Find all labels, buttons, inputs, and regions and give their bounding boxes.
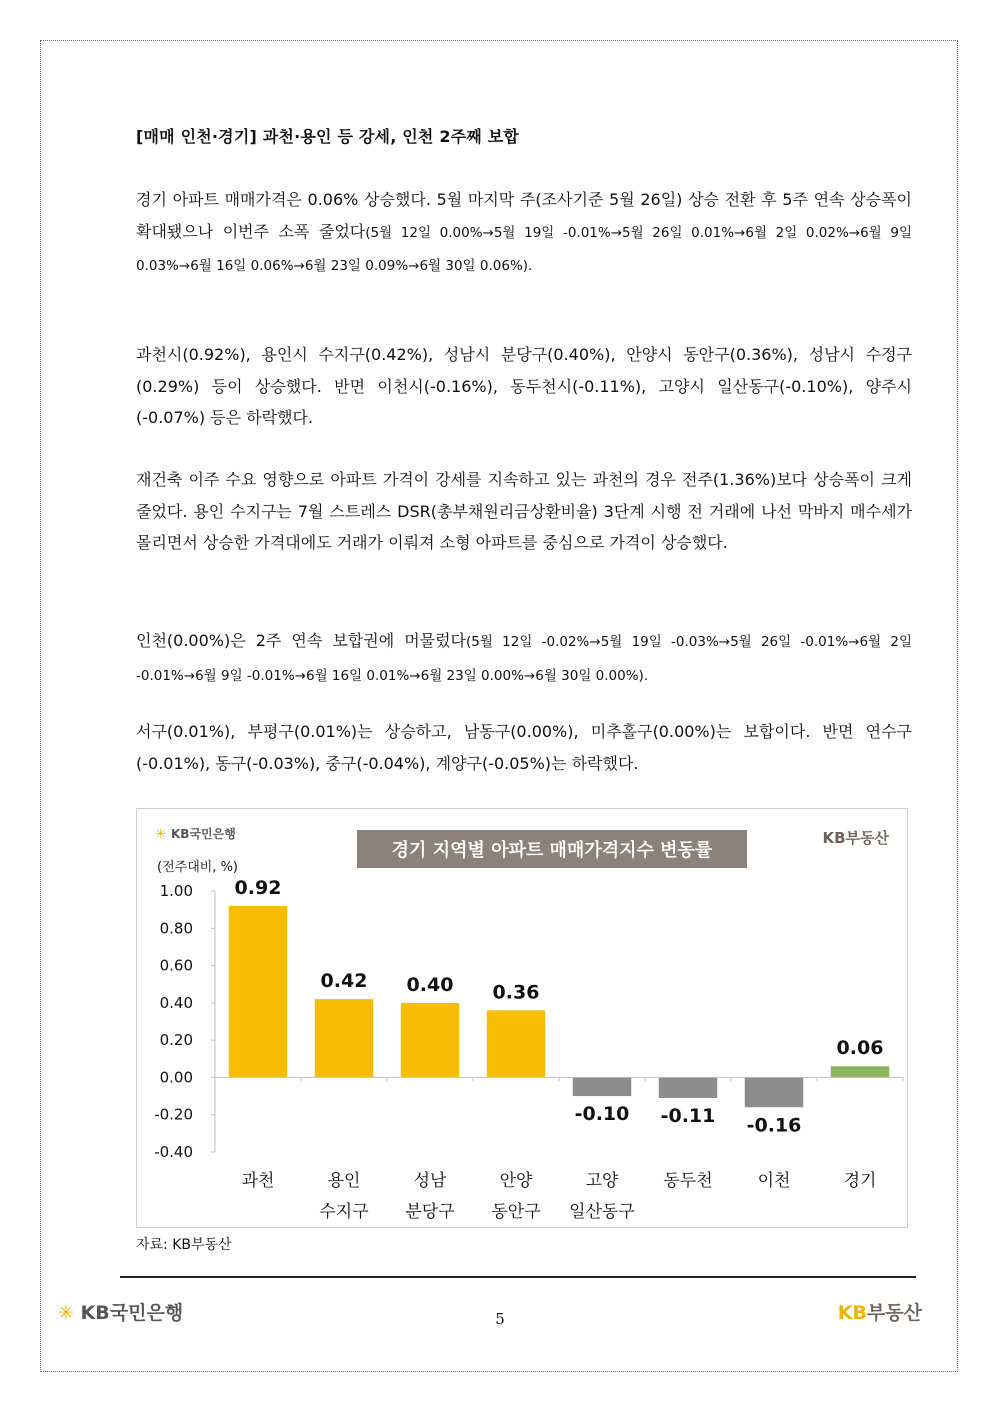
paragraph-incheon-summary [136,625,912,692]
kb-star-icon: ✳ [155,827,166,842]
data-label: 0.92 [234,876,282,899]
paragraph-incheon-districts: 서구(0.01%), 부평구(0.01%)는 상승하고, 남동구(0.00%), 미추홀구(0.00%)는 보합이다. 반면 연수구(-0.01%), 동구(-0.03%), 중구(-0.04%), 계양구(-0.05%)는 하락했다. [136,722,912,773]
data-label: 0.36 [492,981,540,1004]
footer-divider [120,1276,916,1278]
y-tick-label: 1.00 [159,882,193,900]
x-tick-label: 동두천 [663,1171,713,1191]
bar [487,1010,545,1077]
x-tick-label: 고양 [585,1171,619,1191]
bar [573,1077,631,1096]
x-tick-label: 분당구 [405,1202,455,1222]
bar [659,1077,717,1098]
x-tick-label: 일산동구 [569,1202,635,1222]
data-label: 0.06 [836,1037,884,1060]
source-note: 자료: KB부동산 [136,1237,232,1253]
paragraph-gwacheon-yongin: 재건축 이주 수요 영향으로 아파트 가격이 강세를 지속하고 있는 과천의 경우 전주(1.36%)보다 상승폭이 크게 줄었다. 용인 수지구는 7월 스트레스 DSR(총부채원리금상환비율) 3단계 시행 전 거래에 나선 막바지 매수세가 몰리면서 상승한 가격대에도 거래가 이뤄져 소형 아파트를 중심으로 가격이 상승했다. [136,470,912,552]
y-tick-label: 0.60 [159,956,193,975]
y-axis-label: (전주대비, %) [157,860,238,875]
data-label: 0.40 [406,973,454,996]
paragraph-gyeonggi-summary [136,184,912,283]
x-tick-label: 경기 [843,1171,877,1191]
paragraph-text: 경기 아파트 매매가격은 0.06% 상승했다. 5월 마지막 주(조사기준 5월 26일) 상승 전환 후 5주 연속 상승폭이 확대됐으나 이번주 소폭 줄었다 [136,190,912,241]
section-heading: [매매 인천·경기] 과천·용인 등 강세, 인천 2주째 보합 [136,127,520,146]
chart-title: 경기 지역별 아파트 매매가격지수 변동률 [391,840,713,861]
paragraph-gyeonggi-regions: 과천시(0.92%), 용인시 수지구(0.42%), 성남시 분당구(0.40%), 안양시 동안구(0.36%), 성남시 수정구(0.29%) 등이 상승했다. 반면 이천시(-0.16%), 동두천시(-0.11%), 고양시 일산동구(-0.10%), 양주시(-0.07%) 등은 하락했다. [136,345,912,427]
y-tick-label: -0.40 [154,1143,193,1161]
x-tick-label: 이천 [757,1171,791,1191]
x-tick-label: 안양 [499,1171,533,1191]
y-tick-label: 0.80 [159,919,193,938]
x-tick-label: 성남 [413,1171,447,1191]
chart-brand-right: KB부동산 [822,829,889,847]
page-number: 5 [495,1310,505,1328]
logo-text: 부동산 [866,1302,922,1324]
logo-text: KB국민은행 [80,1302,184,1324]
chart-brand-left: KB국민은행 [171,827,236,841]
logo-kb: KB [837,1302,867,1324]
bar [745,1077,803,1107]
y-tick-label: 0.20 [159,1031,193,1050]
paragraph-text: 인천(0.00%)은 2주 연속 보합권에 머물렀다 [136,631,467,650]
y-tick-label: 0.40 [159,993,193,1012]
x-tick-label: 용인 [327,1171,361,1191]
y-tick-label: 0.00 [159,1068,193,1087]
bar-chart [136,808,908,1228]
bar [229,906,287,1078]
paragraph-detail: (5월 12일 -0.02%→5월 19일 -0.03%→5월 26일 -0.01%→6월 2일 -0.01%→6월 9일 -0.01%→6월 16일 0.01%→6월 23일 0.00%→6월 30일 0.00%). [136,634,912,684]
y-tick-label: -0.20 [154,1105,193,1124]
bar [401,1003,459,1078]
kb-star-icon: ✳ [58,1302,74,1324]
x-tick-label: 동안구 [491,1202,541,1222]
x-tick-label: 과천 [241,1171,275,1191]
paragraph-detail: (5월 12일 0.00%→5월 19일 -0.01%→5월 26일 0.01%→6월 2일 0.02%→6월 9일 0.03%→6월 16일 0.06%→6월 23일 0.09%→6월 30일 0.06%). [136,224,912,274]
bar [831,1066,889,1077]
chart-canvas [137,809,909,1229]
x-tick-label: 수지구 [319,1202,369,1222]
bar [315,999,373,1077]
data-label: -0.16 [746,1114,802,1137]
data-label: -0.10 [574,1103,630,1126]
kb-real-estate-logo [838,1298,922,1325]
data-label: -0.11 [660,1104,716,1127]
data-label: 0.42 [320,970,368,993]
